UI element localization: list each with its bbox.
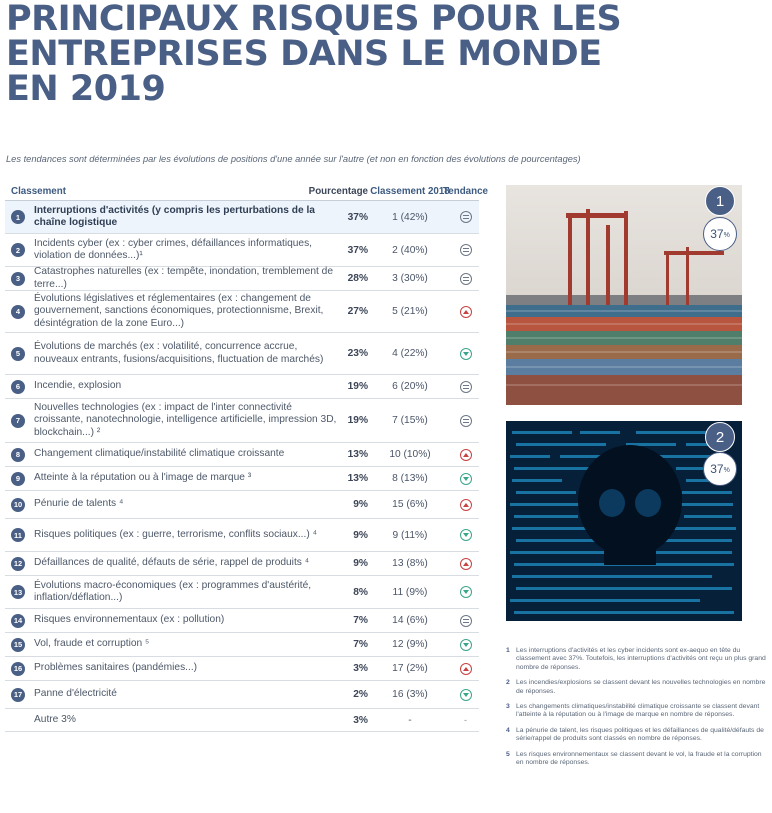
rank-badge: 15 — [11, 638, 25, 652]
rank-2018: 6 (20%) — [392, 381, 428, 392]
table-row — [5, 443, 479, 467]
trend-up-icon — [460, 306, 472, 318]
footnote-text: La pénurie de talent, les risques politiques et les défaillances de qualité/défauts de série/rappel de produits sont classés en nombre de réponses. — [516, 726, 764, 743]
rank-2018: - — [408, 714, 412, 726]
rank-badge: 14 — [11, 614, 25, 628]
trend-cell — [452, 558, 479, 570]
rank-badge: 6 — [11, 380, 25, 394]
subtitle: Les tendances sont déterminées par les évolutions de positions d'une année sur l'autre (et non en fonction des évolutions de pourcentages) — [6, 154, 581, 164]
rank-2018: 7 (15%) — [392, 415, 428, 426]
table-row — [5, 709, 479, 732]
rank-badge: 7 — [11, 414, 25, 428]
rank-2018: 16 (3%) — [392, 689, 428, 700]
rank-2018: 4 (22%) — [392, 348, 428, 359]
table-row — [5, 375, 479, 399]
rank-badge: 11 — [11, 528, 25, 542]
rank-2018: 5 (21%) — [392, 306, 428, 317]
trend-equal-icon — [460, 244, 472, 256]
rank-badge: 10 — [11, 498, 25, 512]
photo-percent-value: 37 — [710, 462, 724, 476]
table-body — [5, 201, 479, 732]
rank-2018: 15 (6%) — [392, 499, 428, 510]
table-row — [5, 201, 479, 234]
header-pct: Pourcentage — [308, 186, 368, 197]
risk-label: Problèmes sanitaires (pandémies...) — [34, 662, 198, 674]
risk-label: Atteinte à la réputation ou à l'image de marque ³ — [34, 472, 252, 484]
port-image — [506, 185, 742, 405]
trend-down-icon — [460, 348, 472, 360]
trend-cell — [452, 663, 479, 675]
risk-label: Évolutions de marchés (ex : volatilité, concurrence accrue, nouveaux entrants, fusions/acquisitions, fluctuation de marchés) — [34, 341, 324, 365]
trend-cell — [452, 348, 479, 360]
risk-cell — [5, 688, 338, 702]
table-row — [5, 467, 479, 491]
risk-percentage: 9% — [353, 558, 368, 569]
table-row — [5, 552, 479, 576]
container-port-photo — [506, 185, 742, 405]
risk-label: Risques environnementaux (ex : pollution) — [34, 614, 225, 626]
table-row — [5, 399, 479, 443]
photo-number-badge: 2 — [705, 422, 735, 452]
rank-badge: 2 — [11, 243, 25, 257]
risk-percentage: 7% — [353, 639, 368, 650]
trend-cell — [452, 273, 479, 285]
risk-percentage: 37% — [347, 244, 368, 256]
risk-cell — [5, 205, 338, 230]
risk-label: Interruptions d'activités (y compris les perturbations de la chaîne logistique — [34, 204, 315, 228]
photo-number-badge: 1 — [705, 186, 735, 216]
risk-cell — [5, 380, 338, 394]
rank-2018: 17 (2%) — [392, 663, 428, 674]
risk-label: Catastrophes naturelles (ex : tempête, inondation, tremblement de terre...) — [34, 266, 333, 290]
risk-cell — [5, 402, 338, 440]
page-title — [6, 2, 706, 107]
table-row — [5, 681, 479, 709]
trend-cell — [452, 381, 479, 393]
table-row — [5, 267, 479, 291]
risk-percentage: 8% — [353, 586, 368, 598]
risk-label: Panne d'électricité — [34, 688, 117, 700]
risk-cell — [5, 528, 338, 542]
footnote — [506, 679, 768, 696]
photo-percent-unit: % — [723, 467, 730, 474]
rank-2018: 8 (13%) — [392, 473, 428, 484]
footnote-text: Les incendies/explosions se classent devant les nouvelles technologies en nombre de réponses. — [516, 679, 766, 695]
trend-cell — [452, 529, 479, 541]
rank-badge: 16 — [11, 662, 25, 676]
risk-percentage: 13% — [347, 449, 368, 460]
rank-badge: 9 — [11, 472, 25, 486]
table-row — [5, 291, 479, 333]
trend-cell — [452, 586, 479, 598]
header-trend: Tendance — [443, 186, 489, 197]
rank-2018: 1 (42%) — [392, 211, 428, 223]
risk-label: Risques politiques (ex : guerre, terrorisme, conflits sociaux...) ⁴ — [34, 528, 317, 540]
footnote — [506, 647, 768, 672]
trend-down-icon — [460, 529, 472, 541]
footnotes — [506, 647, 768, 774]
trend-down-icon — [460, 473, 472, 485]
rank-2018: 2 (40%) — [392, 244, 428, 256]
trend-cell — [452, 715, 479, 725]
trend-down-icon — [460, 639, 472, 651]
risk-cell — [5, 557, 338, 571]
trend-cell — [452, 244, 479, 256]
risk-cell — [5, 713, 338, 727]
risk-label: Changement climatique/instabilité climatique croissante — [34, 448, 285, 460]
risk-cell — [5, 638, 338, 652]
trend-cell — [452, 615, 479, 627]
footnote — [506, 727, 768, 744]
risk-percentage: 7% — [353, 615, 368, 626]
trend-cell — [452, 415, 479, 427]
title-line: PRINCIPAUX RISQUES POUR LES — [6, 0, 622, 39]
trend-up-icon — [460, 449, 472, 461]
header-rank-2018: Classement 2018 — [370, 186, 450, 197]
risk-percentage: 13% — [347, 473, 368, 484]
risk-percentage: 3% — [353, 663, 368, 674]
rank-2018: 3 (30%) — [392, 273, 428, 284]
risk-cell — [5, 662, 338, 676]
risk-percentage: 2% — [353, 689, 368, 700]
trend-cell — [452, 306, 479, 318]
risk-cell — [5, 498, 338, 512]
footnote-number: 3 — [506, 703, 510, 711]
photo-percent-badge — [703, 217, 737, 251]
rank-badge: 1 — [11, 210, 25, 224]
rank-2018: 9 (11%) — [392, 529, 428, 541]
trend-equal-icon — [460, 415, 472, 427]
table-row — [5, 234, 479, 267]
rank-2018: 14 (6%) — [392, 615, 428, 626]
cyber-skull-photo — [506, 421, 742, 621]
trend-cell — [452, 449, 479, 461]
risk-percentage: 9% — [353, 529, 368, 541]
rank-badge: 5 — [11, 347, 25, 361]
trend-down-icon — [460, 586, 472, 598]
trend-cell — [452, 211, 479, 223]
risk-cell — [5, 293, 338, 331]
table-row — [5, 333, 479, 375]
rank-badge: 17 — [11, 688, 25, 702]
footnote — [506, 751, 768, 768]
rank-2018: 13 (8%) — [392, 558, 428, 569]
risk-label: Évolutions législatives et réglementaires (ex : changement de gouvernement, sanctions économiques, protectionnisme, Brexit, désintégration de la zone Euro...) — [34, 292, 324, 329]
risk-percentage: 19% — [347, 381, 368, 392]
risk-cell — [5, 614, 338, 628]
trend-up-icon — [460, 663, 472, 675]
trend-equal-icon — [460, 381, 472, 393]
header-rank: Classement — [11, 186, 66, 197]
trend-cell — [452, 473, 479, 485]
trend-cell — [452, 639, 479, 651]
risk-percentage: 19% — [347, 415, 368, 426]
risk-cell — [5, 341, 338, 366]
table-row — [5, 633, 479, 657]
photo-percent-value: 37 — [710, 227, 724, 241]
rank-badge: 13 — [11, 585, 25, 599]
risk-cell — [5, 580, 338, 605]
trend-equal-icon — [460, 615, 472, 627]
rank-badge: 4 — [11, 305, 25, 319]
risk-cell — [5, 448, 338, 462]
trend-down-icon — [460, 689, 472, 701]
risk-percentage: 9% — [353, 499, 368, 510]
photo-percent-badge — [703, 452, 737, 486]
risk-percentage: 27% — [347, 306, 368, 317]
risk-label: Autre 3% — [34, 713, 76, 725]
trend-equal-icon — [460, 211, 472, 223]
risk-label: Vol, fraude et corruption ⁵ — [34, 638, 150, 650]
trend-cell — [452, 689, 479, 701]
risk-percentage: 3% — [353, 714, 368, 726]
risk-label: Défaillances de qualité, défauts de série, rappel de produits ⁴ — [34, 557, 310, 569]
risk-cell — [5, 472, 338, 486]
trend-none: - — [464, 715, 467, 725]
rank-badge: 3 — [11, 272, 25, 286]
risk-table — [5, 183, 489, 732]
rank-2018: 11 (9%) — [392, 586, 428, 598]
footnote-number: 1 — [506, 647, 510, 654]
footnote — [506, 703, 768, 720]
risk-label: Pénurie de talents ⁴ — [34, 498, 124, 510]
risk-label: Évolutions macro-économiques (ex : programmes d'austérité, inflation/déflation...) — [34, 579, 312, 603]
risk-label: Nouvelles technologies (ex : impact de l'inter connectivité croissante, nanotechnologie, intelligence artificielle, impression 3D, blockchain...) ² — [34, 401, 337, 438]
footnote-number: 5 — [506, 750, 510, 758]
table-row — [5, 519, 479, 552]
photo-percent-unit: % — [723, 232, 730, 239]
title-line: ENTREPRISES DANS LE MONDE — [6, 34, 602, 74]
title-line: EN 2019 — [6, 69, 166, 109]
footnote-text: Les interruptions d'activités et les cyber incidents sont ex-aequo en tête du classement avec 37%. Toutefois, les interruptions d'activités ont reçu un plus grand nombre de réponses. — [516, 647, 766, 671]
risk-percentage: 28% — [347, 273, 368, 284]
trend-up-icon — [460, 558, 472, 570]
risk-percentage: 37% — [347, 211, 368, 223]
table-row — [5, 576, 479, 609]
rank-2018: 10 (10%) — [389, 449, 431, 460]
footnote-number: 2 — [506, 679, 510, 687]
table-row — [5, 491, 479, 519]
trend-cell — [452, 499, 479, 511]
table-header — [5, 183, 489, 201]
table-row — [5, 657, 479, 681]
rank-2018: 12 (9%) — [392, 639, 428, 650]
rank-badge-empty — [11, 713, 25, 727]
footnote-number: 4 — [506, 726, 510, 734]
risk-cell — [5, 238, 338, 263]
trend-up-icon — [460, 499, 472, 511]
trend-equal-icon — [460, 273, 472, 285]
rank-badge: 12 — [11, 557, 25, 571]
risk-cell — [5, 266, 338, 291]
risk-percentage: 23% — [347, 348, 368, 359]
footnote-text: Les risques environnementaux se classent devant le vol, la fraude et la corruption en nombre de réponses. — [516, 750, 762, 767]
table-row — [5, 609, 479, 633]
footnote-text: Les changements climatiques/instabilité climatique croissante se classent devant l'atteinte à la réputation ou à l'image de marque en nombre de réponses. — [516, 703, 760, 719]
risk-label: Incidents cyber (ex : cyber crimes, défaillances informatiques, violation de données...)¹ — [34, 237, 313, 261]
risk-label: Incendie, explosion — [34, 380, 122, 392]
cyber-image — [506, 421, 742, 621]
rank-badge: 8 — [11, 448, 25, 462]
